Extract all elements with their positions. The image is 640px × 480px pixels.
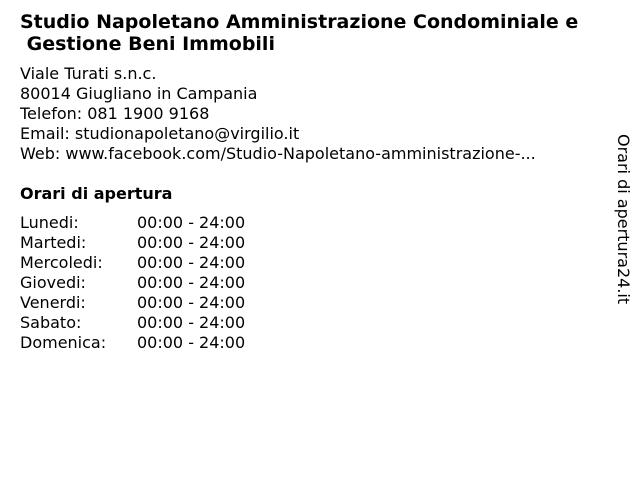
business-name-line-1: Studio Napoletano Amministrazione Condominiale e [20,11,579,33]
day-label: Martedi: [20,233,87,252]
opening-hours-list [20,213,245,353]
day-label: Mercoledi: [20,253,103,272]
time-range: 00:00 - 24:00 [137,213,246,232]
time-range: 00:00 - 24:00 [137,253,246,272]
hours-row [20,213,245,233]
day-label: Lunedi: [20,213,79,232]
day-label: Venerdi: [20,293,86,312]
street-address: Viale Turati s.n.c. [20,64,157,83]
phone-number: Telefon: 081 1900 9168 [20,104,210,123]
hours-row [20,333,245,353]
business-name-line-2: Gestione Beni Immobili [20,33,275,55]
time-range: 00:00 - 24:00 [137,313,246,332]
contact-block [20,64,536,164]
hours-row [20,253,245,273]
hours-heading: Orari di apertura [20,184,173,203]
time-range: 00:00 - 24:00 [137,333,246,352]
email-address: Email: studionapoletano@virgilio.it [20,124,300,143]
hours-row [20,233,245,253]
time-range: 00:00 - 24:00 [137,273,246,292]
time-range: 00:00 - 24:00 [137,233,246,252]
time-range: 00:00 - 24:00 [137,293,246,312]
watermark-text: Orari di apertura24.it [614,134,633,305]
city-address: 80014 Giugliano in Campania [20,84,258,103]
hours-row [20,273,245,293]
hours-row [20,293,245,313]
day-label: Domenica: [20,333,107,352]
business-name [20,11,620,55]
day-label: Giovedi: [20,273,86,292]
hours-row [20,313,245,333]
website-url: Web: www.facebook.com/Studio-Napoletano-amministrazione-... [20,144,536,163]
day-label: Sabato: [20,313,82,332]
